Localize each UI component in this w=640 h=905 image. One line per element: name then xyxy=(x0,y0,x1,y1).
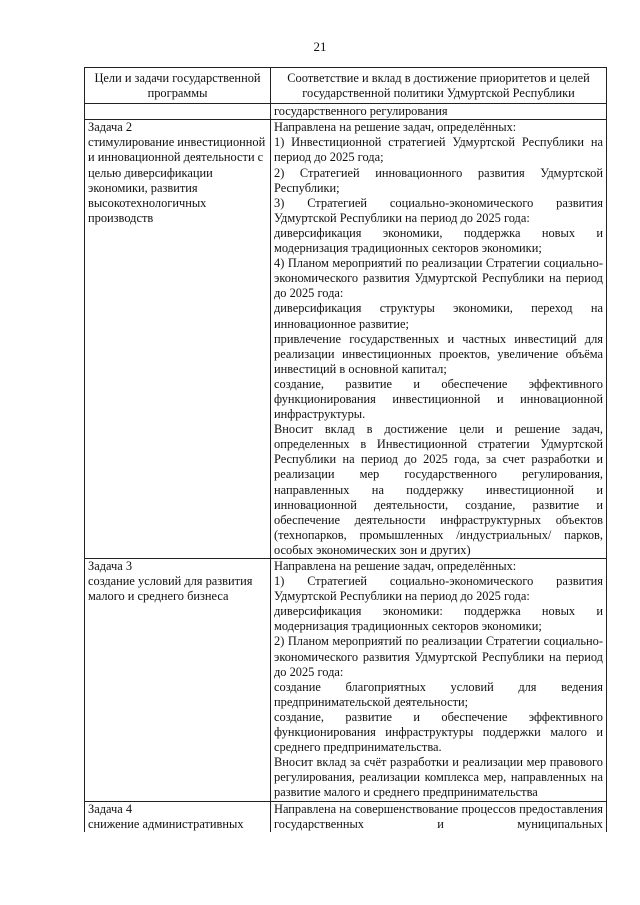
task-3-correspondence-cell xyxy=(271,559,607,802)
task-2-para-2: 1) Инвестиционной стратегией Удмуртской Республики на период до 2025 года; xyxy=(274,135,603,165)
table-row-task-3 xyxy=(85,559,607,802)
task-2-para-1: Направлена на решение задач, определённых: xyxy=(274,120,517,135)
task-2-para-4: 3) Стратегией социально-экономического развития Удмуртской Республики на период до 2025 года: xyxy=(274,195,603,225)
task-4-para-1: Направлена на совершенствование процессов предоставления государственных и муниципальных xyxy=(274,801,603,831)
carryover-left-cell xyxy=(85,104,271,120)
task-3-para-5: создание благоприятных условий для ведения предпринимательской деятельности; xyxy=(274,679,603,709)
table-header-row xyxy=(85,68,607,104)
carryover-right-cell xyxy=(271,104,607,120)
task-3-title: Задача 3 xyxy=(88,559,133,573)
task-2-para-8: привлечение государственных и частных инвестиций для реализации инвестиционных проектов, увеличение объёма инвестиций в основной капитал; xyxy=(274,331,603,376)
carryover-text: государственного регулирования xyxy=(274,104,448,119)
task-3-para-7: Вносит вклад за счёт разработки и реализации мер правового регулирования, реализации комплекса мер, направленных на развитие малого и среднего предпринимательства xyxy=(274,755,603,800)
task-2-para-3: 2) Стратегией инновационного развития Удмуртской Республики; xyxy=(274,165,603,195)
task-3-para-2: 1) Стратегией социально-экономического развития Удмуртской Республики на период до 2025 года: xyxy=(274,574,603,604)
table-row-task-2 xyxy=(85,120,607,559)
task-2-para-5: диверсификация экономики, поддержка новых и модернизация традиционных секторов экономики; xyxy=(274,225,603,256)
task-3-description: создание условий для развития малого и среднего бизнеса xyxy=(88,574,253,604)
header-correspondence: Соответствие и вклад в достижение приоритетов и целей государственной политики Удмуртской Республики xyxy=(271,68,607,104)
task-2-description: стимулирование инвестиционной и инновационной деятельности с целью диверсификации экономики, развития высокотехнологичных производств xyxy=(88,135,266,225)
task-4-title: Задача 4 xyxy=(88,801,133,816)
task-2-para-10: Вносит вклад в достижение цели и решение задач, определенных в Инвестиционной стратегии Удмуртской Республики на период до 2025 года, за счет разработки и реализации мер государственного регулирования, направленных на поддержку инвестиционной и инновационной деятельности, создание, развитие и обеспечение деятельности инфраструктурных объектов (технопарков, промышленных /индустриальных/ парков, особых экономических зон и других) xyxy=(274,422,603,557)
task-3-cell xyxy=(85,559,271,802)
header-goals-tasks: Цели и задачи государственной программы xyxy=(85,68,271,104)
task-3-para-6: создание, развитие и обеспечение эффективного функционирования инфраструктуры поддержки малого и среднего предпринимательства. xyxy=(274,709,603,755)
task-2-cell xyxy=(85,120,271,559)
task-3-para-3: диверсификация экономики: поддержка новых и модернизация традиционных секторов экономики; xyxy=(274,604,603,634)
task-2-title: Задача 2 xyxy=(88,120,133,135)
task-2-para-6: 4) Планом мероприятий по реализации Стратегии социально-экономического развития Удмуртской Республики на период до 2025 года: xyxy=(274,256,603,301)
task-2-para-7: диверсификация структуры экономики, переход на инновационное развитие; xyxy=(274,301,603,331)
page-number: 21 xyxy=(313,39,327,54)
task-2-correspondence-cell xyxy=(271,120,607,559)
programme-table xyxy=(84,67,607,832)
task-3-para-1: Направлена на решение задач, определённых: xyxy=(274,559,517,573)
task-2-para-9: создание, развитие и обеспечение эффективного функционирования инвестиционной и инновационной инфраструктуры. xyxy=(274,376,603,422)
task-3-para-4: 2) Планом мероприятий по реализации Стратегии социально-экономического развития Удмуртской Республики на период до 2025 года: xyxy=(274,634,603,679)
table-row-task-4 xyxy=(85,801,607,832)
task-4-cell xyxy=(85,801,271,832)
table-row-carryover xyxy=(85,104,607,120)
task-4-correspondence-cell xyxy=(271,801,607,832)
task-4-description: снижение административных xyxy=(88,816,244,831)
